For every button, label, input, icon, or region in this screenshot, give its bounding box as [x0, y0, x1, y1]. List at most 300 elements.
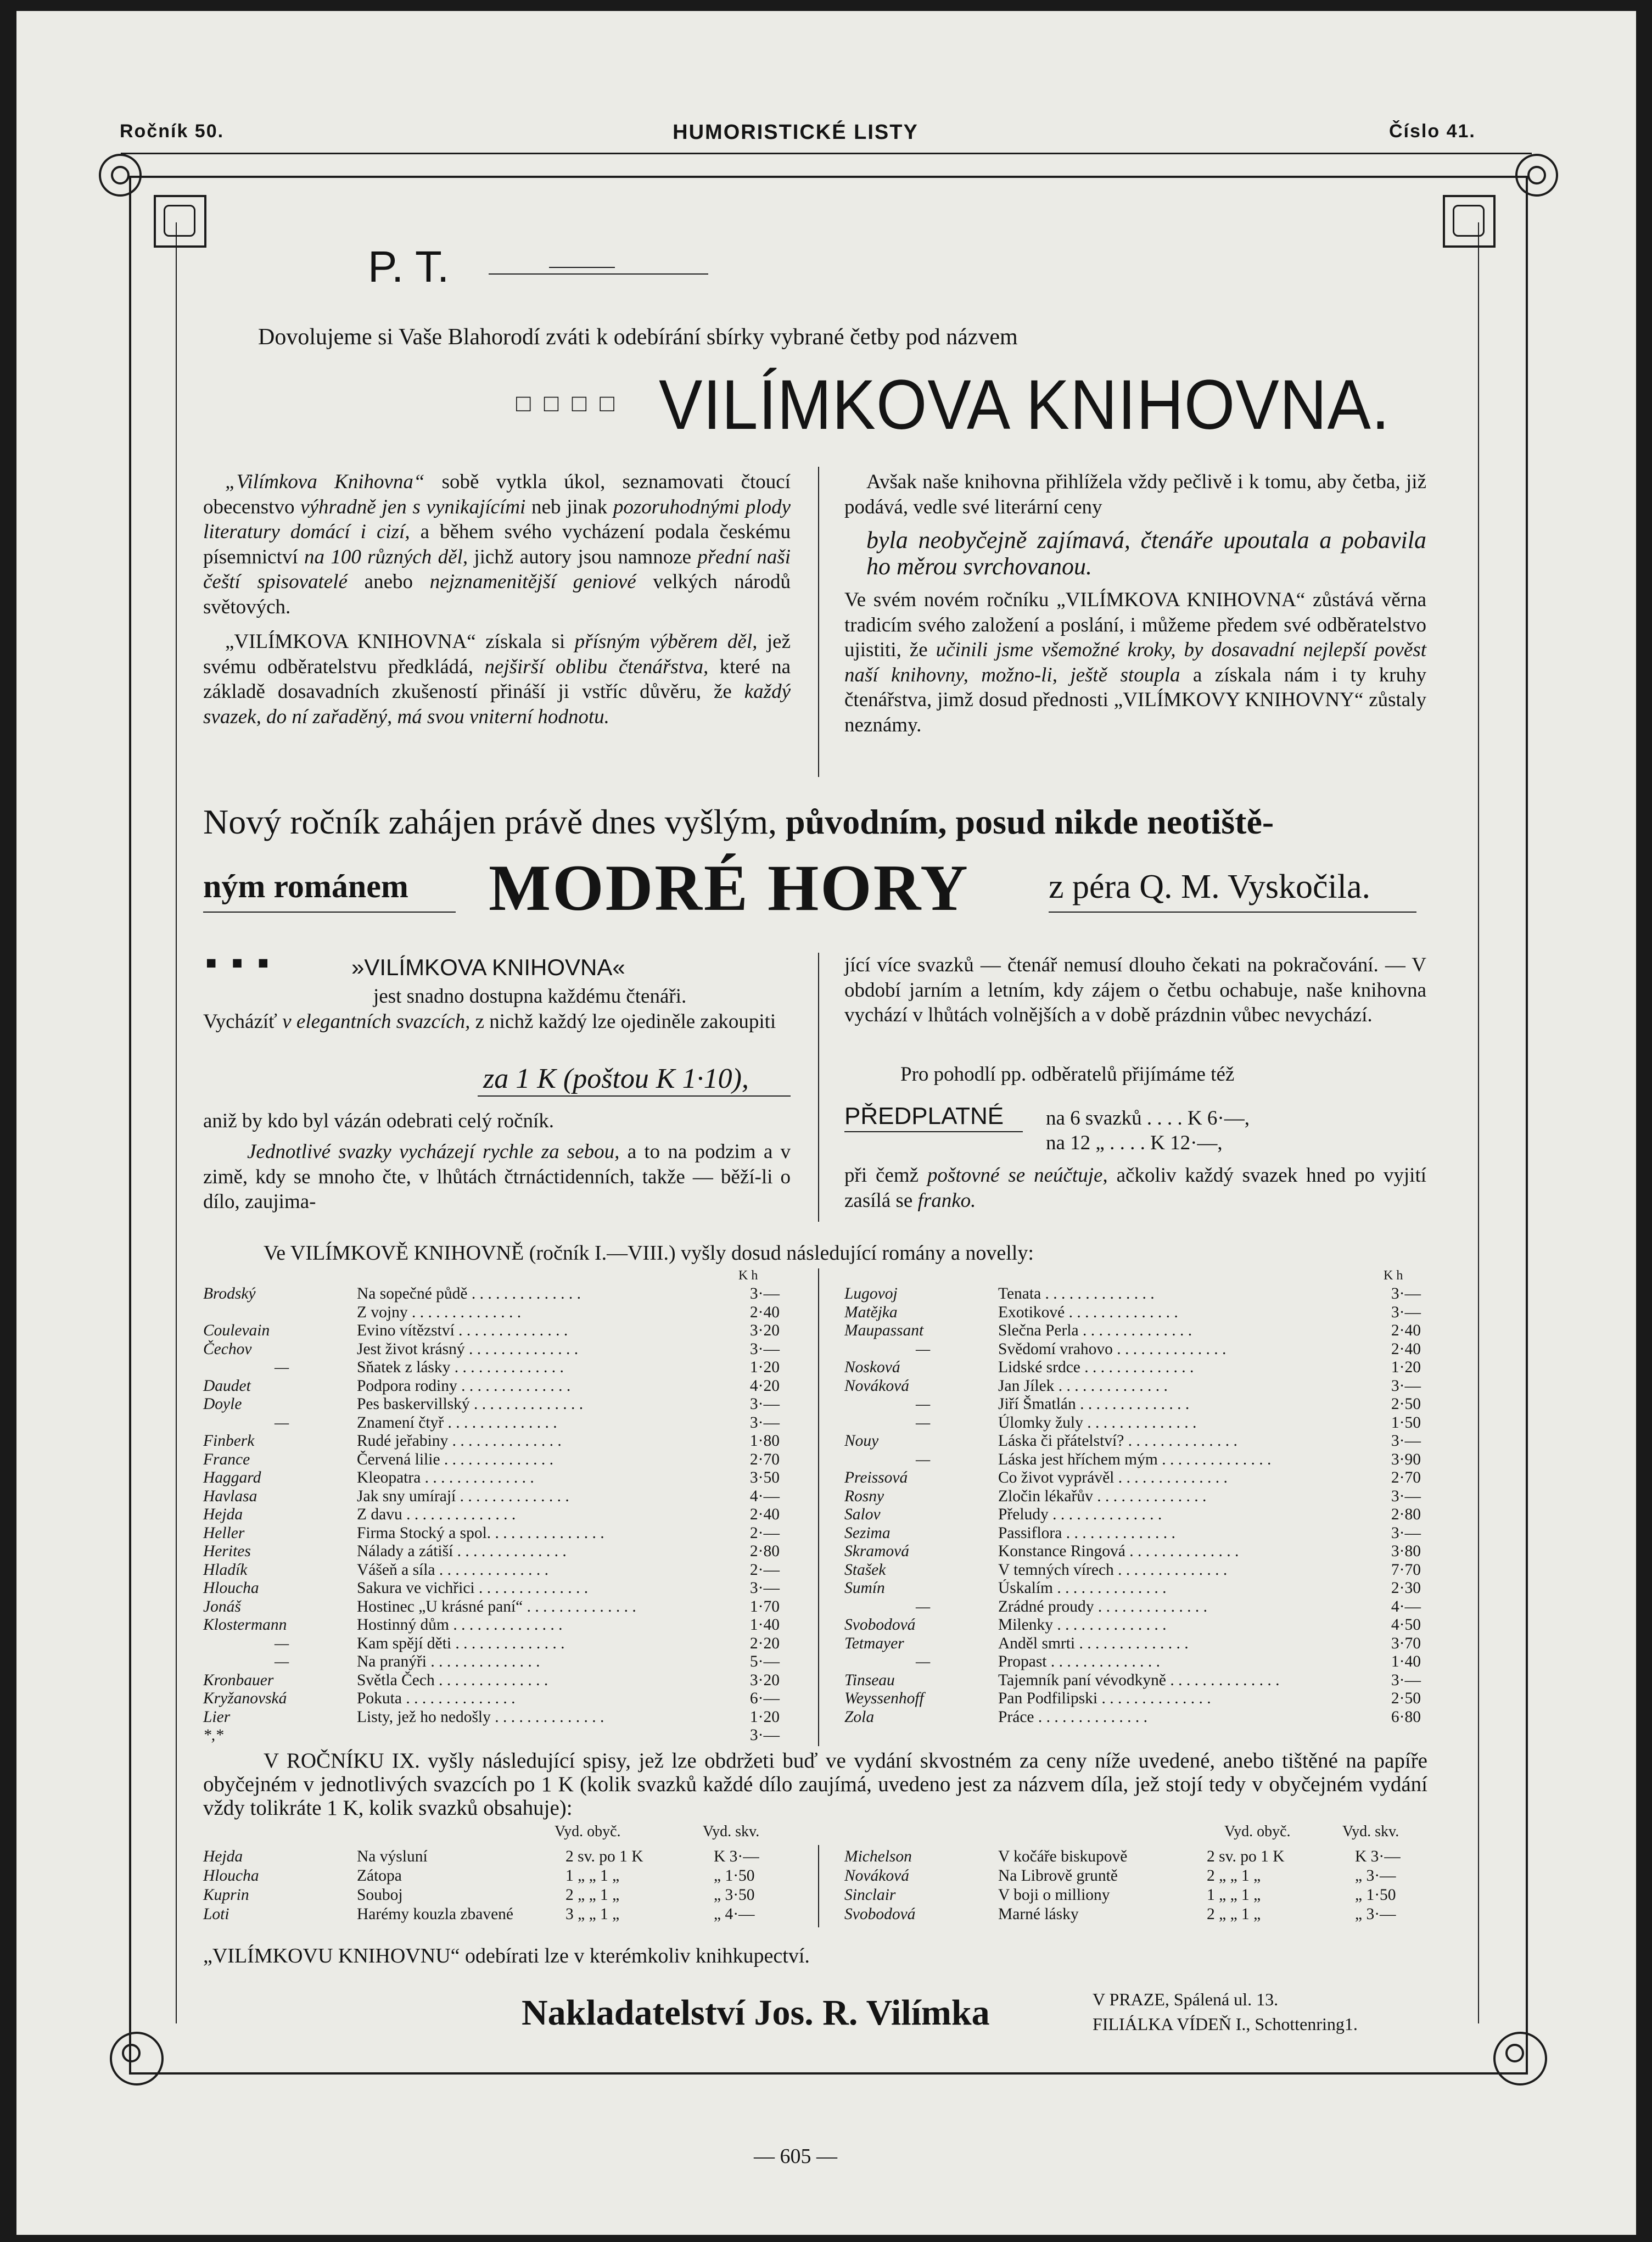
- publisher-address-vienna: FILIÁLKA VÍDEŇ I., Schottenring1.: [1093, 2014, 1358, 2034]
- announcement-text: Nový ročník zahájen právě dnes vyšlým,: [203, 802, 777, 841]
- ordinary-edition: 1 „ „ 1 „: [1207, 1886, 1261, 1904]
- book-price: 3·—: [749, 1395, 780, 1413]
- list-row: [844, 1285, 1421, 1303]
- book-title: Pan Podfilipski . . . . . . . . . . . . . .: [998, 1690, 1211, 1707]
- list-row: [203, 1671, 780, 1690]
- list-row: [203, 1616, 780, 1634]
- series-title: VILÍMKOVA KNIHOVNA.: [659, 366, 1390, 444]
- italic-run: „Vilímkova Knihovna“: [225, 471, 425, 493]
- book-title: Nálady a zátiší . . . . . . . . . . . . . .: [357, 1542, 567, 1560]
- list-row: [203, 1377, 780, 1395]
- paragraph: [844, 588, 1426, 737]
- author: Salov: [844, 1506, 881, 1523]
- list-row: [844, 1561, 1421, 1579]
- list-row: [203, 1542, 780, 1561]
- book-title: Konstance Ringová . . . . . . . . . . . . . .: [998, 1542, 1239, 1560]
- text-run: a během svého vycházení podala českému písemnictví: [203, 521, 791, 568]
- italic-run: nejznamenitější geniové: [429, 571, 636, 593]
- book-title: Láska jest hříchem mým . . . . . . . . . . . . . .: [998, 1450, 1272, 1468]
- author: Lugovoj: [844, 1285, 898, 1302]
- book-title: Jiří Šmatlán . . . . . . . . . . . . . .: [998, 1395, 1190, 1413]
- author: Coulevain: [203, 1322, 270, 1339]
- italic-run: učinili jsme všemožné kroky, by dosavadní nejlepší pověst naší knihovny, možno-li, ještě stoupla: [844, 639, 1426, 686]
- author: Jonáš: [203, 1597, 241, 1615]
- book-title: Úlomky žuly . . . . . . . . . . . . . .: [998, 1413, 1197, 1432]
- book-price: 3·70: [1391, 1634, 1421, 1652]
- ix-row: [844, 1905, 1426, 1924]
- book-title: V kočáře biskupově: [998, 1848, 1128, 1865]
- author: Haggard: [203, 1469, 261, 1486]
- paragraph: [844, 469, 1426, 519]
- ordinary-edition: 3 „ „ 1 „: [565, 1905, 620, 1923]
- book-price: 1·50: [1391, 1413, 1421, 1432]
- list-row: [844, 1358, 1421, 1377]
- author: Sezima: [844, 1524, 891, 1542]
- book-price: 1·20: [1391, 1358, 1421, 1376]
- book-price: 3·90: [1391, 1450, 1421, 1468]
- book-title: Láska či přátelství? . . . . . . . . . . . . . .: [998, 1432, 1237, 1450]
- ix-row: [844, 1848, 1426, 1866]
- ordinary-edition: 2 sv. po 1 K: [1207, 1848, 1285, 1865]
- intro-column-right: [844, 469, 1426, 737]
- book-title: V temných vírech . . . . . . . . . . . . . .: [998, 1561, 1228, 1579]
- list-row: [844, 1616, 1421, 1634]
- book-title: V boji o milliony: [998, 1886, 1110, 1904]
- author: Hejda: [203, 1506, 243, 1523]
- publisher-address-prague: V PRAZE, Spálená ul. 13.: [1093, 1989, 1279, 2009]
- book-title: Kam spějí děti . . . . . . . . . . . . . .: [357, 1634, 565, 1652]
- author: Michelson: [844, 1848, 912, 1865]
- author: Herites: [203, 1542, 251, 1560]
- book-price: 6·80: [1391, 1708, 1421, 1726]
- luxury-edition: K 3·—: [1355, 1848, 1401, 1865]
- book-title: Z vojny . . . . . . . . . . . . . .: [357, 1303, 522, 1321]
- author: Hloucha: [203, 1867, 259, 1885]
- list-row: [844, 1708, 1421, 1726]
- author: —: [275, 1653, 289, 1670]
- italic-run: na 100 různých děl,: [304, 545, 468, 568]
- book-title: Na pranýři . . . . . . . . . . . . . .: [357, 1653, 540, 1670]
- list-row: [203, 1451, 780, 1469]
- list-row: [844, 1524, 1421, 1542]
- italic-run: byla neobyčejně zajímavá, čtenáře upoutala a pobavila ho měrou svrchovanou.: [866, 527, 1426, 580]
- author: Svobodová: [844, 1905, 916, 1923]
- author: —: [275, 1413, 289, 1432]
- text-run: sobě vytkla úkol, seznamovati čtoucí obecenstvo: [203, 471, 791, 518]
- text-run: „VILÍMKOVA KNIHOVNA“ získala si: [225, 630, 575, 653]
- list-row: [203, 1432, 780, 1450]
- lower-left-para-2: [203, 1139, 791, 1215]
- book-title: Tenata . . . . . . . . . . . . . .: [998, 1285, 1155, 1302]
- list-row: [844, 1322, 1421, 1340]
- book-title: Lidské srdce . . . . . . . . . . . . . .: [998, 1358, 1194, 1376]
- book-title: Sakura ve vichřici . . . . . . . . . . . . . .: [357, 1579, 589, 1597]
- text-run: při čemž: [844, 1164, 927, 1187]
- book-title: Milenky . . . . . . . . . . . . . .: [998, 1616, 1167, 1634]
- list-row: [203, 1469, 780, 1487]
- list-row: [203, 1506, 780, 1524]
- subscription-6: na 6 svazků . . . . K 6·—,: [1046, 1107, 1250, 1130]
- book-title: Na výsluní: [357, 1848, 428, 1865]
- book-price: 1·40: [749, 1616, 780, 1634]
- book-title: Passiflora . . . . . . . . . . . . . .: [998, 1524, 1175, 1542]
- list-row: [844, 1598, 1421, 1616]
- header-rule: [121, 153, 1532, 154]
- lower-right-para-1: [844, 953, 1426, 1028]
- book-price: 4·50: [1391, 1616, 1421, 1634]
- book-title: Propast . . . . . . . . . . . . . .: [998, 1653, 1160, 1670]
- list-row: [203, 1488, 780, 1506]
- list-intro: Ve VILÍMKOVĚ KNIHOVNĚ (ročník I.—VIII.) vyšly dosud následující romány a novelly:: [264, 1242, 1034, 1265]
- book-title: Světla Čech . . . . . . . . . . . . . .: [357, 1671, 548, 1689]
- announcement-line-1: [203, 802, 1274, 842]
- lower-right-para-3: [844, 1163, 1426, 1213]
- ix-divider: [818, 1845, 819, 1927]
- book-price: 4·20: [749, 1377, 780, 1395]
- paragraph: [203, 1009, 791, 1035]
- text-run: Vycházíť: [203, 1010, 283, 1033]
- author: —: [916, 1653, 931, 1670]
- book-price: 2·40: [1391, 1340, 1421, 1358]
- book-title: Firma Stocký a spol. . . . . . . . . . . . . . .: [357, 1524, 604, 1542]
- ix-row: [844, 1867, 1426, 1885]
- author: Heller: [203, 1524, 245, 1542]
- book-title: Marné lásky: [998, 1905, 1079, 1923]
- intro-column-left: [203, 469, 791, 729]
- book-price: 2·—: [749, 1561, 780, 1579]
- list-row: [844, 1451, 1421, 1469]
- book-price: 3·20: [749, 1322, 780, 1339]
- list-row: [844, 1671, 1421, 1690]
- author: Skramová: [844, 1542, 909, 1560]
- list-row: [844, 1432, 1421, 1450]
- book-title: Co život vyprávěl . . . . . . . . . . . . . .: [998, 1469, 1228, 1486]
- title-squares: □ □ □ □: [516, 390, 618, 417]
- ix-row: [203, 1848, 791, 1866]
- lower-left-para-1: [203, 1009, 791, 1035]
- author: Tetmayer: [844, 1634, 904, 1652]
- book-title: Anděl smrti . . . . . . . . . . . . . .: [998, 1634, 1189, 1652]
- author: Finberk: [203, 1432, 255, 1450]
- book-price: 2·50: [1391, 1395, 1421, 1413]
- ix-header-luxury-left: Vyd. skv.: [703, 1823, 760, 1840]
- book-title: Z davu . . . . . . . . . . . . . .: [357, 1506, 516, 1523]
- book-title: Svědomí vrahovo . . . . . . . . . . . . . .: [998, 1340, 1227, 1358]
- author: Havlasa: [203, 1487, 257, 1505]
- text-run: které na základě dosavadních zkušeností přináší ji vstříc důvěru, že: [203, 655, 791, 703]
- book-title: Evino vítězství . . . . . . . . . . . . . .: [357, 1322, 568, 1339]
- salutation-rule: [489, 273, 708, 275]
- journal-title: HUMORISTICKÉ LISTY: [673, 121, 919, 144]
- author: Maupassant: [844, 1322, 924, 1339]
- list-row: [203, 1322, 780, 1340]
- book-title: Úskalím . . . . . . . . . . . . . .: [998, 1579, 1167, 1597]
- book-price: 2·40: [749, 1303, 780, 1321]
- author: Tinseau: [844, 1671, 895, 1689]
- book-price: 4·—: [749, 1487, 780, 1505]
- corner-ornament-bottom-left: [110, 2032, 164, 2086]
- author: —: [916, 1395, 931, 1413]
- list-row: [844, 1377, 1421, 1395]
- book-title: Souboj: [357, 1886, 403, 1904]
- subscription-12: na 12 „ . . . . K 12·—,: [1046, 1132, 1223, 1154]
- corner-ornament-left: [154, 195, 206, 248]
- book-title: Pes baskervillský . . . . . . . . . . . . . .: [357, 1395, 584, 1413]
- paragraph: [203, 469, 791, 619]
- book-price: 7·70: [1391, 1561, 1421, 1579]
- luxury-edition: „ 1·50: [1355, 1886, 1396, 1904]
- brand-name: »VILÍMKOVA KNIHOVNA«: [351, 954, 625, 980]
- author: Čechov: [203, 1340, 252, 1358]
- subscription-underline: [844, 1131, 1023, 1132]
- paragraph: [866, 527, 1426, 580]
- author: Hladík: [203, 1561, 248, 1579]
- book-title: Pokuta . . . . . . . . . . . . . .: [357, 1690, 516, 1707]
- subscription-label: PŘEDPLATNÉ: [844, 1103, 1004, 1130]
- book-price: 3·—: [1391, 1432, 1421, 1450]
- paragraph: [844, 1163, 1426, 1213]
- list-row: [203, 1708, 780, 1726]
- luxury-edition: „ 4·—: [714, 1905, 755, 1923]
- book-price: 3·—: [749, 1340, 780, 1358]
- author: Sumín: [844, 1579, 885, 1597]
- list-divider: [818, 1268, 819, 1746]
- currency-header-left: K h: [738, 1268, 758, 1283]
- italic-run: Jednotlivé svazky vycházejí rychle za sebou,: [247, 1140, 620, 1163]
- list-row: [844, 1488, 1421, 1506]
- text-run: z nichž každý lze ojediněle zakoupiti: [470, 1010, 776, 1033]
- issue-number: Číslo 41.: [1389, 121, 1476, 142]
- corner-ornament-top-left: [99, 154, 142, 197]
- italic-run: výhradně jen s vynikajícími: [300, 495, 526, 518]
- announcement-underline-right: [1049, 912, 1416, 913]
- author: Zola: [844, 1708, 875, 1726]
- book-title: Jest život krásný . . . . . . . . . . . . . .: [357, 1340, 579, 1358]
- book-title: Rudé jeřabiny . . . . . . . . . . . . . .: [357, 1432, 562, 1450]
- announcement-line-2: ným románem: [203, 868, 408, 904]
- list-row: [844, 1653, 1421, 1671]
- text-run: anebo: [347, 571, 430, 593]
- salutation-rule-short: [549, 267, 615, 268]
- author: Rosny: [844, 1487, 884, 1505]
- book-price: 1·20: [749, 1708, 780, 1726]
- list-row: [844, 1506, 1421, 1524]
- text-run: jící více svazků — čtenář nemusí dlouho čekati na pokračování. — V období jarním a letním, kdy zájem o četbu ochabuje, naše knihovna vychází v lhůtách volnějších a v době prázdnin vůbec nevychází.: [844, 954, 1426, 1026]
- column-divider: [818, 467, 819, 777]
- list-row: [203, 1579, 780, 1597]
- subscription-offer: Pro pohodlí pp. odběratelů přijímáme též: [900, 1063, 1235, 1086]
- book-title: Sňatek z lásky . . . . . . . . . . . . . .: [357, 1358, 564, 1376]
- author: —: [275, 1358, 289, 1376]
- list-row: [203, 1653, 780, 1671]
- ordinary-edition: 2 sv. po 1 K: [565, 1848, 643, 1865]
- paragraph: [844, 953, 1426, 1028]
- text-run: jichž autory jsou namnoze: [468, 545, 698, 568]
- list-row: [203, 1358, 780, 1377]
- text-run: a získala nám i ty kruhy čtenářstva, jimž dosud přednosti „VILÍMKOVY KNIHOVNY“ zůstaly neznámy.: [844, 663, 1427, 736]
- book-title: Zátopa: [357, 1867, 402, 1885]
- book-price: 2·70: [1391, 1469, 1421, 1486]
- book-price: 3·—: [749, 1285, 780, 1302]
- publisher-name: Nakladatelství Jos. R. Vilímka: [522, 1993, 990, 2033]
- list-row: [844, 1340, 1421, 1358]
- book-title: Práce . . . . . . . . . . . . . .: [998, 1708, 1148, 1726]
- list-row: [844, 1469, 1421, 1487]
- book-title: Na sopečné půdě . . . . . . . . . . . . . .: [357, 1285, 581, 1302]
- text-run: jež svému odběratelstvu předkládá,: [203, 630, 791, 678]
- salutation: P. T.: [368, 242, 450, 291]
- author: —: [916, 1450, 931, 1468]
- book-price: 6·—: [749, 1690, 780, 1707]
- book-title: Slečna Perla . . . . . . . . . . . . . .: [998, 1322, 1192, 1339]
- book-title: Jak sny umírají . . . . . . . . . . . . . .: [357, 1487, 569, 1505]
- book-title: Podpora rodiny . . . . . . . . . . . . . .: [357, 1377, 571, 1395]
- book-title: Jan Jílek . . . . . . . . . . . . . .: [998, 1377, 1168, 1395]
- book-price: 2·20: [749, 1634, 780, 1652]
- author: —: [916, 1340, 931, 1358]
- book-price: 4·—: [1391, 1597, 1421, 1615]
- book-title: Hostinný dům . . . . . . . . . . . . . .: [357, 1616, 563, 1634]
- author: Hejda: [203, 1848, 243, 1865]
- book-price: 3·80: [1391, 1542, 1421, 1560]
- author: Kuprin: [203, 1886, 249, 1904]
- book-price: 2·70: [749, 1450, 780, 1468]
- author: Nouy: [844, 1432, 879, 1450]
- book-price: 3·50: [749, 1469, 780, 1486]
- book-price: 2·40: [749, 1506, 780, 1523]
- book-price: 3·—: [1391, 1285, 1421, 1302]
- luxury-edition: „ 1·50: [714, 1867, 755, 1885]
- list-row: [203, 1340, 780, 1358]
- intro-text: Dovolujeme si Vaše Blahorodí zváti k odebírání sbírky vybrané četby pod názvem: [258, 325, 1018, 350]
- author: Preissová: [844, 1469, 908, 1486]
- book-price: 3·—: [1391, 1487, 1421, 1505]
- book-price: 2·40: [1391, 1322, 1421, 1339]
- book-price: 3·—: [749, 1579, 780, 1597]
- text-run: Ve svém novém ročníku „VILÍMKOVA KNIHOVNA“ zůstává věrna tradicím svého založení a poslání, i můžeme předem své odběratelstvo ujistiti, že: [844, 589, 1426, 661]
- author: Loti: [203, 1905, 229, 1923]
- book-price: 1·80: [749, 1432, 780, 1450]
- book-price: 3·—: [1391, 1303, 1421, 1321]
- book-title: Hostinec „U krásné paní“ . . . . . . . . . . . . . .: [357, 1597, 636, 1615]
- luxury-edition: „ 3·—: [1355, 1867, 1396, 1885]
- book-title: Exotikové . . . . . . . . . . . . . .: [998, 1303, 1178, 1321]
- announcement-bold: původním, posud nikde neotiště-: [786, 802, 1274, 841]
- list-row: [203, 1598, 780, 1616]
- ix-header-ordinary-left: Vyd. obyč.: [555, 1823, 621, 1840]
- book-title: Tajemník paní vévodkyně . . . . . . . . . . . . . .: [998, 1671, 1280, 1689]
- corner-ornament-right: [1443, 195, 1496, 248]
- author: Stašek: [844, 1561, 886, 1579]
- volume-price: za 1 K (poštou K 1·10),: [483, 1063, 749, 1094]
- list-row: [203, 1285, 780, 1303]
- list-row: [844, 1395, 1421, 1413]
- book-price: 2·80: [749, 1542, 780, 1560]
- bookstore-note: „VILÍMKOVU KNIHOVNU“ odebírati lze v kterémkoliv knihkupectví.: [203, 1944, 810, 1967]
- book-title: Zrádné proudy . . . . . . . . . . . . . .: [998, 1597, 1207, 1615]
- author: Hloucha: [203, 1579, 259, 1597]
- book-title: Vášeň a síla . . . . . . . . . . . . . .: [357, 1561, 549, 1579]
- italic-run: v elegantních svazcích,: [282, 1010, 471, 1033]
- list-row: [844, 1542, 1421, 1561]
- list-row: [844, 1414, 1421, 1432]
- author: Svobodová: [844, 1616, 916, 1634]
- novel-title: MODRÉ HORY: [489, 851, 970, 924]
- list-row: [203, 1561, 780, 1579]
- italic-run: každý svazek, do ní zařaděný, má svou vniterní hodnotu.: [203, 680, 791, 728]
- corner-ornament-bottom-right: [1493, 2032, 1547, 2086]
- book-price: 3·—: [1391, 1671, 1421, 1689]
- luxury-edition: „ 3·—: [1355, 1905, 1396, 1923]
- volume-ix-intro: V ROČNÍKU IX. vyšly následující spisy, jež lze obdržeti buď ve vydání skvostném za ceny níže uvedené, anebo tištěné na papíře obyčejném v jednotlivých svazcích po 1 K (kolik svazků každé dílo zaujímá, uvedeno jest za názvem díla, jež stojí tedy v obyčejném vydání vždy tolikráte 1 K, kolik svazků obsahuje):: [203, 1749, 1427, 1820]
- book-price: 2·80: [1391, 1506, 1421, 1523]
- availability-line: jest snadno dostupna každému čtenáři.: [373, 985, 687, 1008]
- list-row: [203, 1414, 780, 1432]
- italic-run: franko.: [917, 1189, 976, 1212]
- book-price: 5·—: [749, 1653, 780, 1670]
- book-title: Přeludy . . . . . . . . . . . . . .: [998, 1506, 1162, 1523]
- author: Kronbauer: [203, 1671, 274, 1689]
- author: *,*: [203, 1726, 223, 1744]
- ordinary-edition: 2 „ „ 1 „: [565, 1886, 620, 1904]
- author: Weyssenhoff: [844, 1690, 924, 1707]
- book-price: 1·70: [749, 1597, 780, 1615]
- book-title: Na Librově gruntě: [998, 1867, 1118, 1885]
- ix-row: [203, 1867, 791, 1885]
- text-run: velkých národů světových.: [203, 571, 791, 618]
- novel-author: z péra Q. M. Vyskočila.: [1049, 868, 1371, 905]
- ix-row: [203, 1905, 791, 1924]
- author: Brodský: [203, 1285, 256, 1302]
- corner-ornament-top-right: [1515, 154, 1558, 197]
- italic-run: pozoruhodnými plody literatury domácí i cizí,: [203, 495, 791, 543]
- paragraph: [203, 1139, 791, 1215]
- ordinary-edition: 1 „ „ 1 „: [565, 1867, 620, 1885]
- luxury-edition: K 3·—: [714, 1848, 759, 1865]
- italic-run: přísným výběrem děl,: [574, 630, 758, 653]
- list-row: [203, 1524, 780, 1542]
- book-title: Kleopatra . . . . . . . . . . . . . .: [357, 1469, 534, 1486]
- book-price: 3·—: [1391, 1377, 1421, 1395]
- paragraph: [203, 629, 791, 729]
- author: —: [275, 1634, 289, 1652]
- ix-row: [844, 1886, 1426, 1904]
- book-price: 3·20: [749, 1671, 780, 1689]
- author: Nováková: [844, 1377, 909, 1395]
- author: Daudet: [203, 1377, 251, 1395]
- ordinary-edition: 2 „ „ 1 „: [1207, 1905, 1261, 1923]
- page: [16, 11, 1636, 2235]
- lower-divider: [818, 953, 819, 1222]
- book-price: 3·—: [749, 1413, 780, 1432]
- no-obligation-line: aniž by kdo byl vázán odebrati celý ročník.: [203, 1110, 555, 1132]
- text-run: neb jinak: [525, 495, 613, 518]
- author: France: [203, 1450, 250, 1468]
- text-run: Avšak naše knihovna přihlížela vždy pečlivě i k tomu, aby četba, již podává, vedle své literární ceny: [844, 471, 1426, 518]
- author: —: [916, 1597, 931, 1615]
- announcement-underline-left: [203, 912, 456, 913]
- italic-run: přední naši čeští spisovatelé: [203, 545, 791, 593]
- text-run: ačkoliv každý svazek hned po vyjití zasílá se: [844, 1164, 1427, 1212]
- book-price: 1·40: [1391, 1653, 1421, 1670]
- list-row: [844, 1635, 1421, 1653]
- list-row: [203, 1726, 780, 1745]
- book-price: 2·50: [1391, 1690, 1421, 1707]
- author: Lier: [203, 1708, 231, 1726]
- author: Nováková: [844, 1867, 909, 1885]
- luxury-edition: „ 3·50: [714, 1886, 755, 1904]
- book-price: 1·20: [749, 1358, 780, 1376]
